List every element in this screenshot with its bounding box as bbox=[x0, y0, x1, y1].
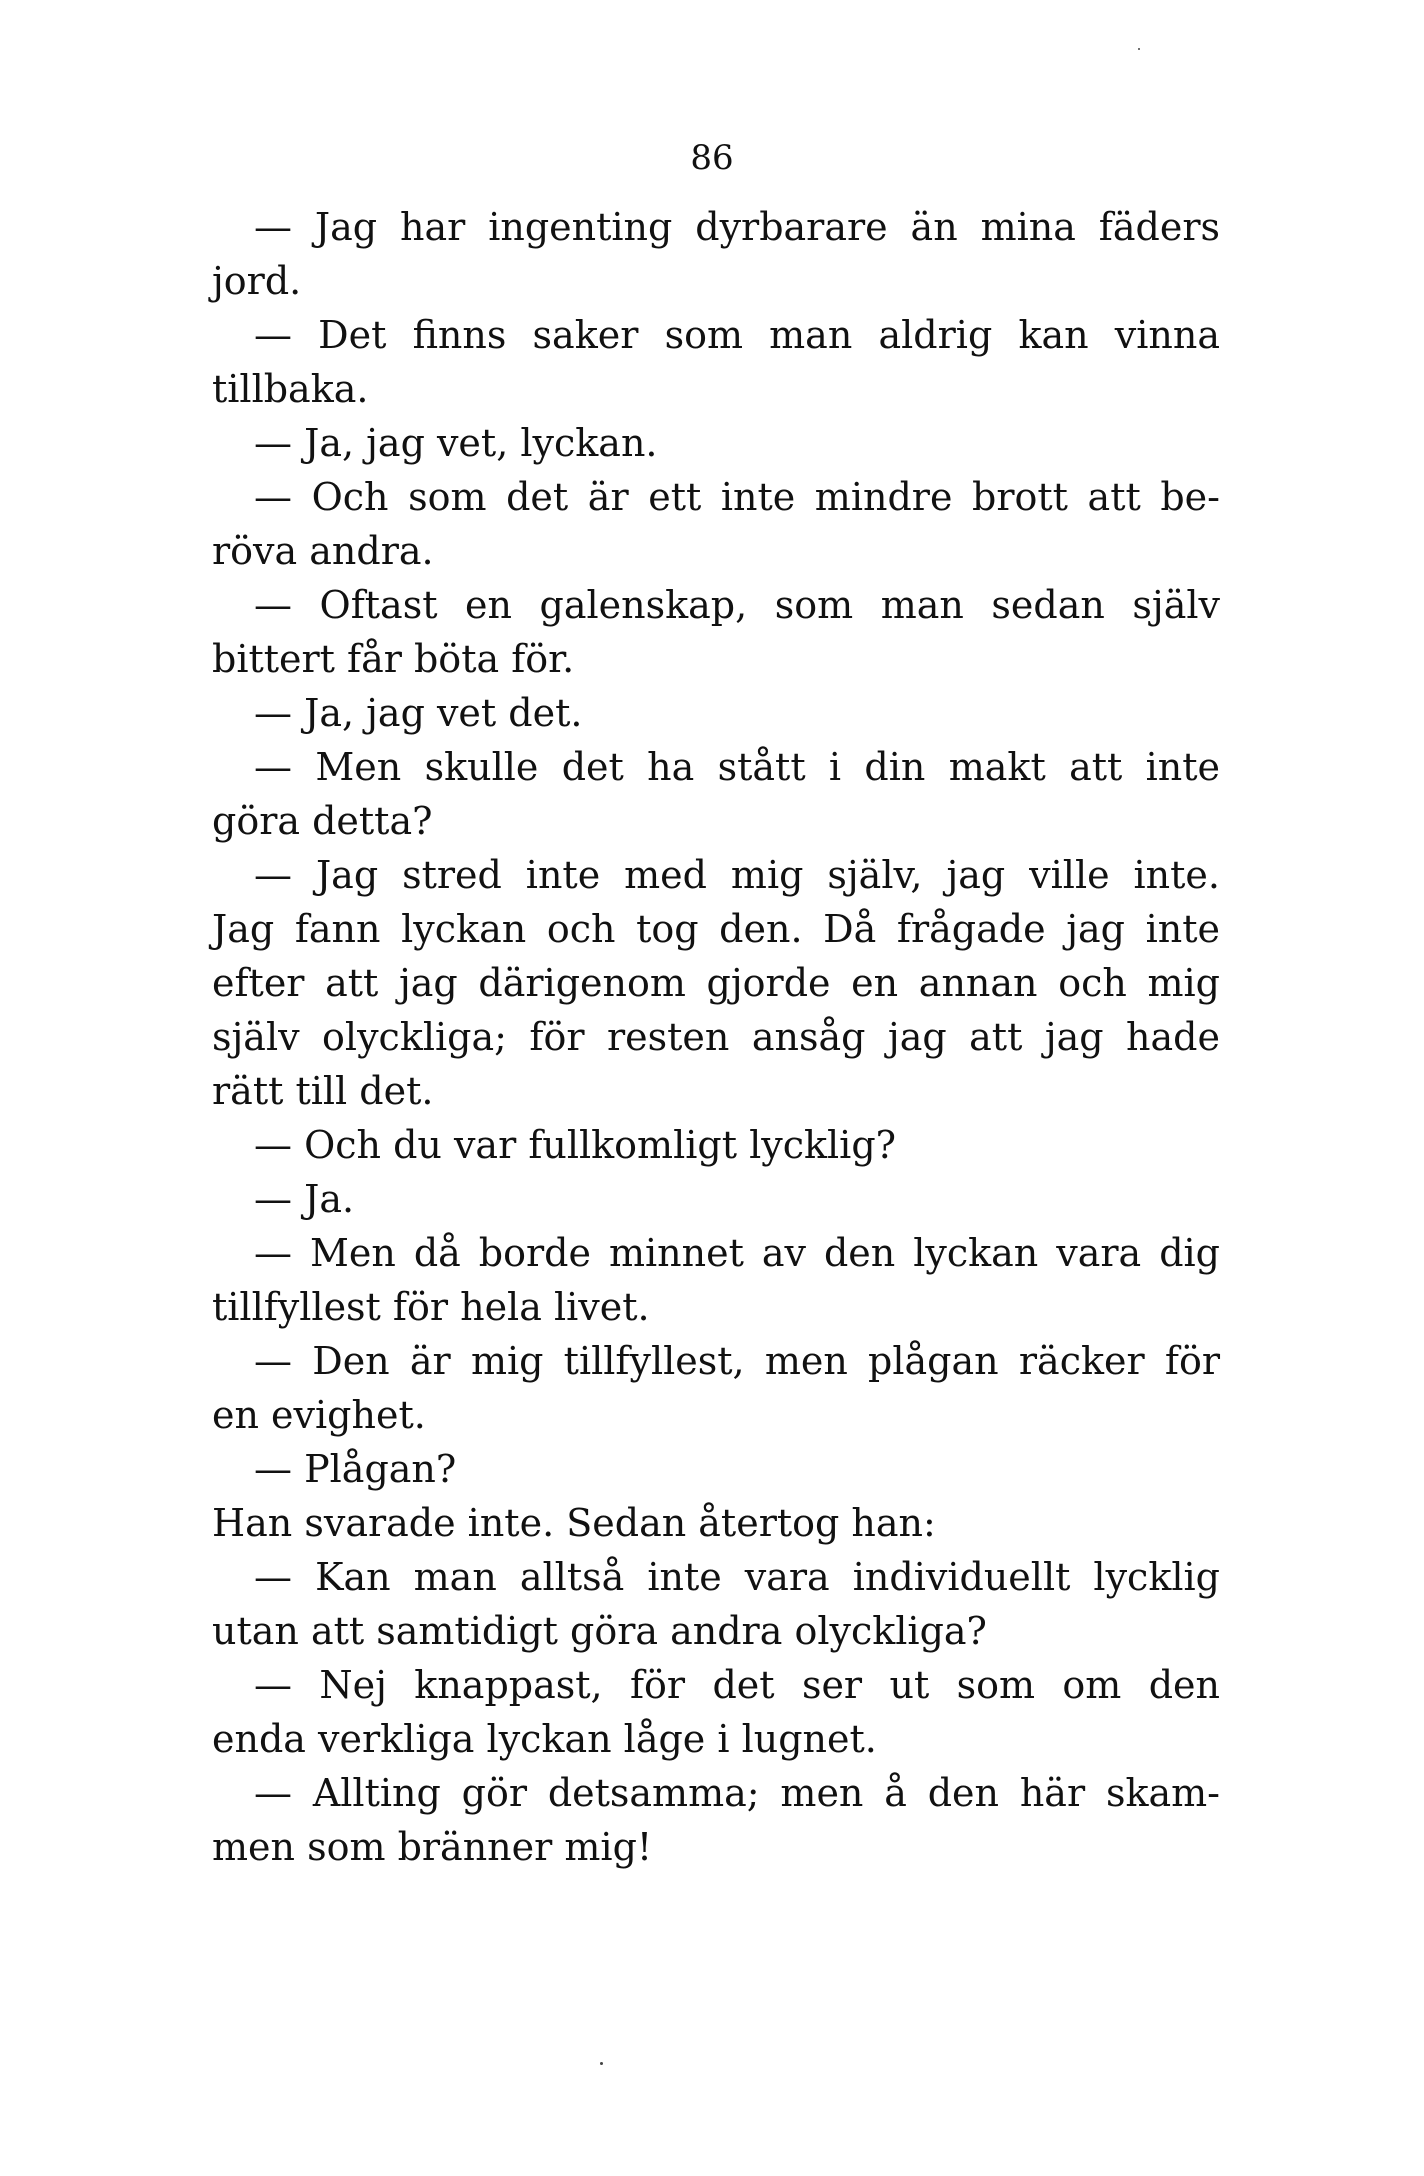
page-number: 86 bbox=[690, 138, 734, 178]
text-line: tillfyllest för hela livet. bbox=[212, 1285, 650, 1329]
text-line: — Jag har ingenting dyrbarare än mina fäders bbox=[254, 205, 1220, 249]
text-line: rätt till det. bbox=[212, 1069, 434, 1113]
text-line: — Oftast en galenskap, som man sedan själv bbox=[254, 583, 1220, 627]
text-line: bittert får böta för. bbox=[212, 637, 575, 681]
text-line: — Ja. bbox=[254, 1177, 355, 1221]
text-line: göra detta? bbox=[212, 799, 433, 843]
text-line: själv olyckliga; för resten ansåg jag att jag hade bbox=[212, 1015, 1220, 1059]
text-line: tillbaka. bbox=[212, 367, 369, 411]
text-line: — Och som det är ett inte mindre brott att be- bbox=[254, 475, 1220, 519]
text-line: — Den är mig tillfyllest, men plågan räcker för bbox=[254, 1339, 1220, 1383]
text-line: Han svarade inte. Sedan återtog han: bbox=[212, 1501, 936, 1545]
text-line: — Nej knappast, för det ser ut som om den bbox=[254, 1663, 1220, 1707]
text-line: enda verkliga lyckan låge i lugnet. bbox=[212, 1717, 877, 1761]
text-line: — Ja, jag vet det. bbox=[254, 691, 583, 735]
text-line: jord. bbox=[212, 259, 302, 303]
text-line: — Allting gör detsamma; men å den här skam- bbox=[254, 1771, 1220, 1815]
text-line: — Jag stred inte med mig själv, jag ville inte. bbox=[254, 853, 1220, 897]
text-line: — Det finns saker som man aldrig kan vinna bbox=[254, 313, 1220, 357]
text-line: — Kan man alltså inte vara individuellt lycklig bbox=[254, 1555, 1220, 1599]
text-line: men som bränner mig! bbox=[212, 1825, 653, 1869]
text-line: — Och du var fullkomligt lycklig? bbox=[254, 1123, 897, 1167]
print-speck bbox=[1138, 48, 1140, 50]
text-line: — Men skulle det ha stått i din makt att inte bbox=[254, 745, 1220, 789]
print-speck bbox=[600, 2062, 603, 2065]
body-text bbox=[212, 200, 1220, 1874]
text-line: — Ja, jag vet, lyckan. bbox=[254, 421, 658, 465]
text-line: utan att samtidigt göra andra olyckliga? bbox=[212, 1609, 987, 1653]
text-line: Jag fann lyckan och tog den. Då frågade jag inte bbox=[212, 907, 1220, 951]
text-line: en evighet. bbox=[212, 1393, 426, 1437]
text-line: — Men då borde minnet av den lyckan vara dig bbox=[254, 1231, 1220, 1275]
text-line: röva andra. bbox=[212, 529, 434, 573]
text-line: efter att jag därigenom gjorde en annan och mig bbox=[212, 961, 1220, 1005]
text-line: — Plågan? bbox=[254, 1447, 457, 1491]
